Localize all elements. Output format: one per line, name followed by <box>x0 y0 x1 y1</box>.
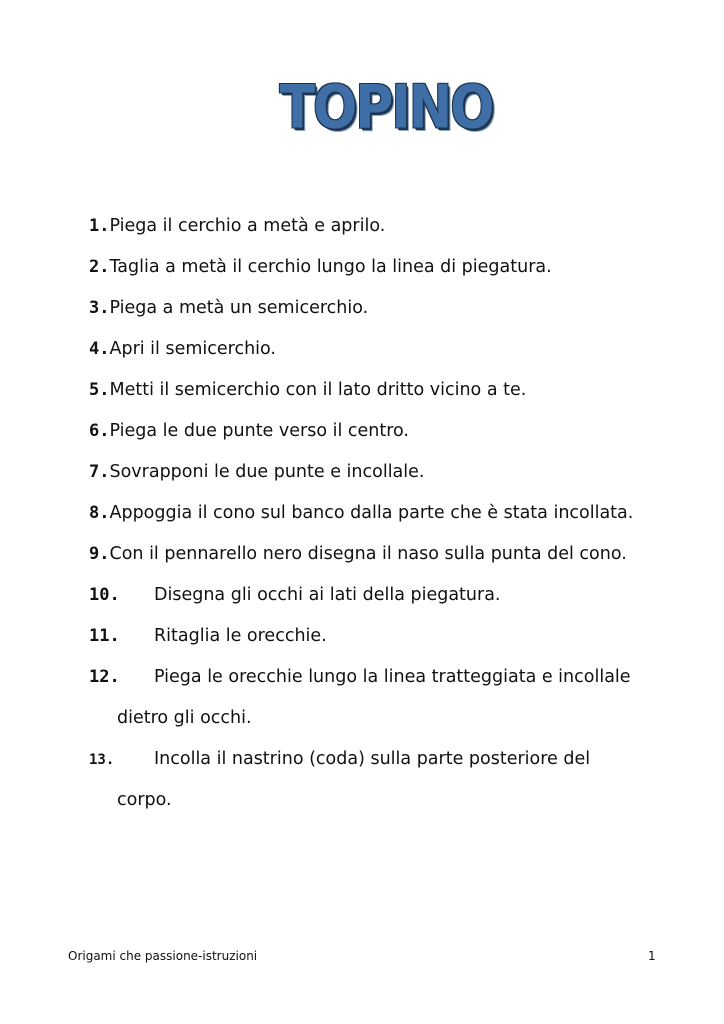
step-number: 6. <box>89 421 110 441</box>
step-text: Disegna gli occhi ai lati della piegatura. <box>154 585 501 605</box>
step-number: 2. <box>89 257 110 277</box>
step-text-continuation: dietro gli occhi. <box>117 708 252 728</box>
list-item <box>89 749 689 790</box>
instruction-list <box>89 216 689 831</box>
list-item <box>89 257 689 298</box>
list-item <box>89 544 689 585</box>
step-text: Taglia a metà il cerchio lungo la linea di piegatura. <box>109 257 552 277</box>
step-number: 11. <box>89 626 120 646</box>
step-number: 7. <box>89 462 110 482</box>
step-number: 1. <box>89 216 110 236</box>
step-number: 10. <box>89 585 120 605</box>
list-item <box>89 339 689 380</box>
list-item <box>89 380 689 421</box>
step-text: Apri il semicerchio. <box>109 339 276 359</box>
step-number: 13. <box>89 752 115 768</box>
list-item <box>89 462 689 503</box>
step-number: 8. <box>89 503 110 523</box>
step-text: Con il pennarello nero disegna il naso sulla punta del cono. <box>109 544 627 564</box>
step-text-continuation: corpo. <box>117 790 172 810</box>
step-text: Metti il semicerchio con il lato dritto vicino a te. <box>109 380 527 400</box>
list-item <box>89 503 689 544</box>
step-text: Appoggia il cono sul banco dalla parte che è stata incollata. <box>109 503 634 523</box>
list-item <box>89 667 689 708</box>
step-text: Piega il cerchio a metà e aprilo. <box>109 216 386 236</box>
page-title: TOPINO <box>279 73 493 143</box>
step-number: 3. <box>89 298 110 318</box>
list-item <box>89 626 689 667</box>
step-text: Piega le due punte verso il centro. <box>109 421 409 441</box>
footer-document-title: Origami che passione-istruzioni <box>68 949 258 963</box>
step-number: 4. <box>89 339 110 359</box>
step-text: Sovrapponi le due punte e incollale. <box>109 462 425 482</box>
list-item <box>89 421 689 462</box>
step-text: Ritaglia le orecchie. <box>154 626 327 646</box>
step-number: 9. <box>89 544 110 564</box>
footer-page-number: 1 <box>648 949 656 963</box>
list-item <box>89 298 689 339</box>
step-text: Piega a metà un semicerchio. <box>109 298 369 318</box>
step-number: 12. <box>89 667 120 687</box>
step-number: 5. <box>89 380 110 400</box>
list-item <box>89 585 689 626</box>
list-item <box>89 216 689 257</box>
step-text: Incolla il nastrino (coda) sulla parte posteriore del <box>154 749 591 769</box>
step-text: Piega le orecchie lungo la linea tratteggiata e incollale <box>154 667 631 687</box>
